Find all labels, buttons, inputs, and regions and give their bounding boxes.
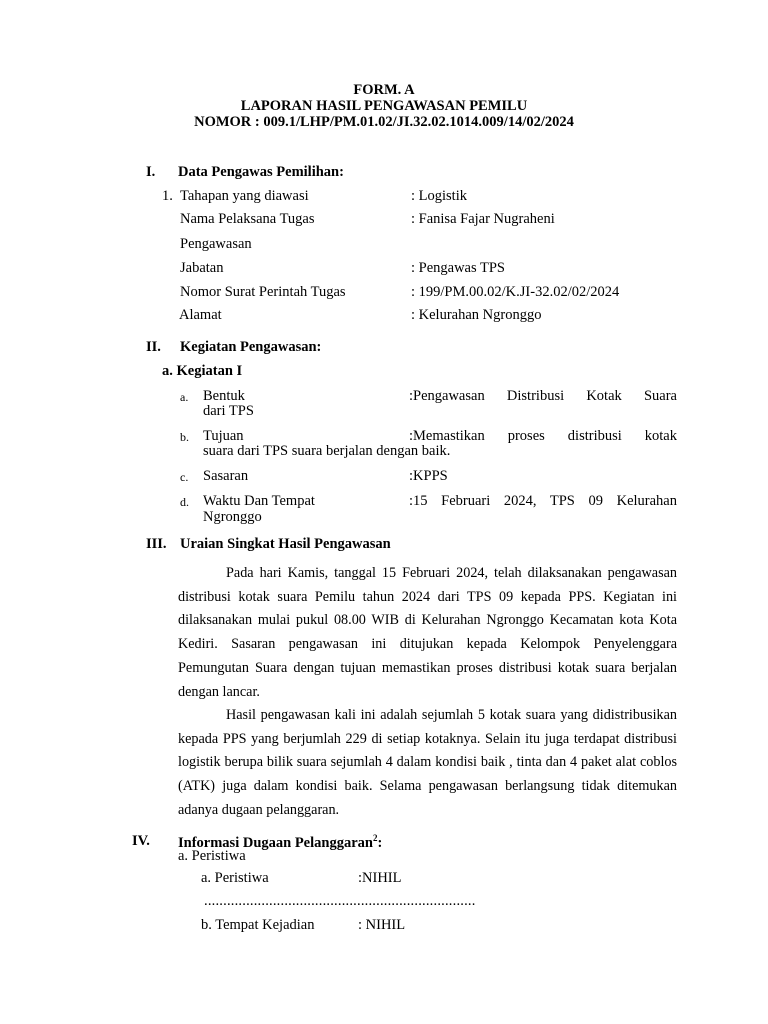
field-value-tahapan: : Logistik: [411, 188, 467, 204]
activity-value-tujuan: :Memastikan proses distribusi kotak: [409, 428, 677, 444]
field-label-nomor-surat: Nomor Surat Perintah Tugas: [180, 284, 346, 300]
activity-value-bentuk: :Pengawasan Distribusi Kotak Suara: [409, 388, 677, 404]
section-4-number: IV.: [132, 833, 150, 849]
field-value-alamat: : Kelurahan Ngronggo: [411, 307, 542, 323]
form-label: FORM. A: [353, 82, 415, 98]
activity-value-sasaran: :KPPS: [409, 468, 448, 484]
section-1-title: Data Pengawas Pemilihan:: [178, 164, 344, 180]
field-label-nama: Nama Pelaksana Tugas: [180, 211, 315, 227]
field-value-nama: : Fanisa Fajar Nugraheni: [411, 211, 555, 227]
activity-letter-c: c.: [180, 470, 189, 484]
section-3-title: Uraian Singkat Hasil Pengawasan: [180, 536, 391, 552]
report-title: LAPORAN HASIL PENGAWASAN PEMILU: [240, 98, 528, 114]
dotted-fill-line: .......................................................................: [204, 893, 476, 909]
section-4-subheading: a. Peristiwa: [178, 848, 246, 864]
field-label-tahapan: Tahapan yang diawasi: [180, 188, 309, 204]
activity-letter-d: d.: [180, 495, 189, 509]
summary-paragraph-1: Pada hari Kamis, tanggal 15 Februari 2024, telah dilaksanakan pengawasan distribusi kotak suara Pemilu tahun 2024 dari TPS 09 kepada PPS. Kegiatan ini dilaksanakan mulai pukul 08.00 WIB di Kelurahan Ngronggo Kecamatan kota Kota Kediri. Sasaran pengawasan ini ditujukan kepada Kelompok Penyelenggara Pemungutan Suara dengan tujuan memastikan proses distribusi kotak suara berjalan dengan lancar.: [178, 565, 677, 700]
activity-letter-a: a.: [180, 390, 189, 404]
field-value-nomor-surat: : 199/PM.00.02/K.JI-32.02/02/2024: [411, 284, 620, 300]
activity-value-tujuan-cont: suara dari TPS suara berjalan dengan baik.: [203, 443, 451, 459]
activity-label-tujuan: Tujuan: [203, 428, 244, 444]
section-2-title: Kegiatan Pengawasan:: [180, 339, 322, 355]
section-1-item-number: 1.: [162, 188, 173, 204]
field-label-jabatan: Jabatan: [180, 260, 224, 276]
field-value-jabatan: : Pengawas TPS: [411, 260, 505, 276]
activity-letter-b: b.: [180, 430, 189, 444]
field-label-nama-cont: Pengawasan: [180, 236, 252, 252]
field-label-alamat: Alamat: [179, 307, 222, 323]
violation-label-peristiwa: a. Peristiwa: [201, 870, 269, 886]
summary-paragraph-2: Hasil pengawasan kali ini adalah sejumlah 5 kotak suara yang didistribusikan kepada PPS yang berjumlah 229 di setiap kotaknya. Selain itu juga terdapat distribusi logistik berupa bilik suara sejumlah 4 dalam kondisi baik , tinta dan 4 paket alat coblos (ATK) juga dalam kondisi baik. Selama pengawasan berlangsung tidak ditemukan adanya dugaan pelanggaran.: [178, 707, 677, 818]
section-2-subheading: a. Kegiatan I: [162, 363, 243, 379]
violation-label-tempat: b. Tempat Kejadian: [201, 917, 315, 933]
section-3-number: III.: [146, 536, 167, 552]
activity-value-bentuk-cont: dari TPS: [203, 403, 254, 419]
section-4-title: Informasi Dugaan Pelanggaran$^2$:: [178, 833, 383, 851]
violation-value-tempat: : NIHIL: [358, 917, 406, 933]
activity-label-bentuk: Bentuk: [203, 388, 245, 404]
section-1-number: I.: [146, 164, 156, 180]
activity-label-waktu: Waktu Dan Tempat: [203, 493, 315, 509]
activity-value-waktu: :15 Februari 2024, TPS 09 Kelurahan: [409, 493, 677, 509]
report-number: NOMOR : 009.1/LHP/PM.01.02/JI.32.02.1014.009/14/02/2024: [194, 114, 574, 130]
section-2-number: II.: [146, 339, 161, 355]
activity-value-waktu-cont: Ngronggo: [203, 509, 262, 525]
activity-label-sasaran: Sasaran: [203, 468, 249, 484]
violation-value-peristiwa: :NIHIL: [358, 870, 402, 886]
